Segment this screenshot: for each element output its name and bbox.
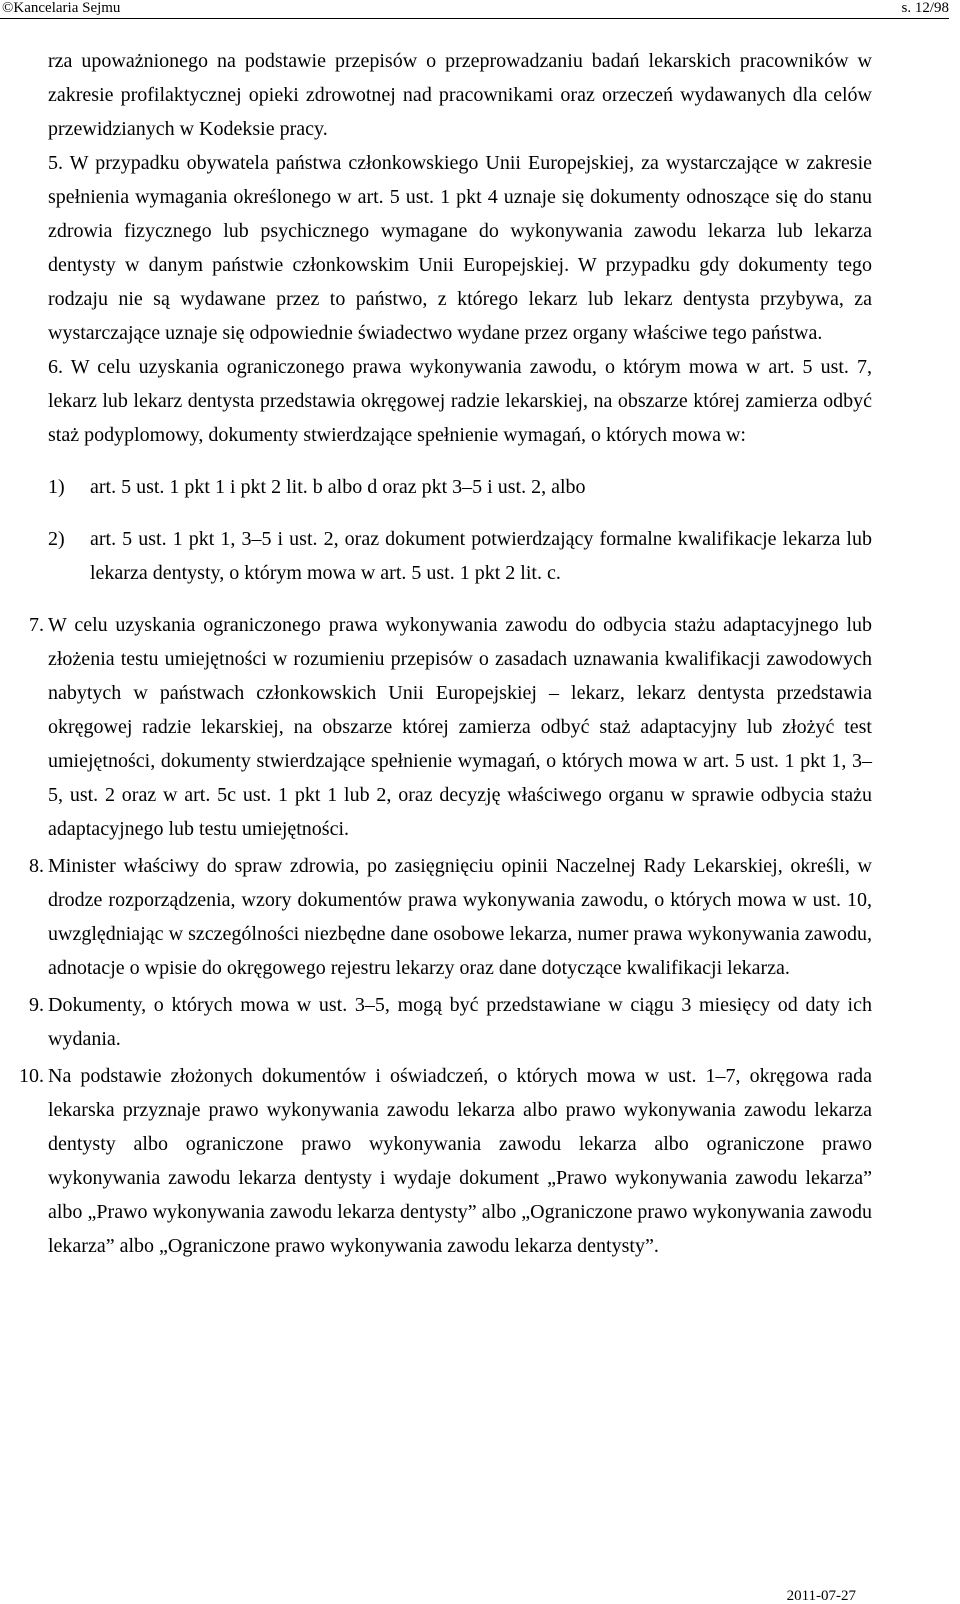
paragraph-6 xyxy=(48,350,872,452)
list-item-text: art. 5 ust. 1 pkt 1, 3–5 i ust. 2, oraz dokument potwierdzający formalne kwalifikacje lekarza lub lekarza dentysty, o którym mowa w art. 5 ust. 1 pkt 2 lit. c. xyxy=(90,528,872,584)
paragraph-number: 10. xyxy=(19,1065,44,1087)
paragraph-text: Minister właściwy do spraw zdrowia, po zasięgnięciu opinii Naczelnej Rady Lekarskiej, określi, w drodze rozporządzenia, wzory dokumentów prawa wykonywania zawodu, o których mowa w ust. 10, uwzględniając w szczególności niezbędne dane osobowe lekarza, numer prawa wykonywania zawodu, adnotacje o wpisie do okręgowego rejestru lekarzy oraz dane dotyczące kwalifikacji lekarza. xyxy=(48,855,872,979)
paragraph-text: W celu uzyskania ograniczonego prawa wykonywania zawodu, o którym mowa w art. 5 ust. 7, lekarz lub lekarz dentysta przedstawia okręgowej radzie lekarskiej, na obszarze której zamierza odbyć staż podyplomowy, dokumenty stwierdzające spełnienie wymagań, o których mowa w: xyxy=(48,356,872,446)
paragraph-number: 7. xyxy=(29,614,44,636)
paragraph-text: Dokumenty, o których mowa w ust. 3–5, mogą być przedstawiane w ciągu 3 miesięcy od daty ich wydania. xyxy=(48,994,872,1050)
page-number: s. 12/98 xyxy=(901,0,949,16)
paragraph-text: W celu uzyskania ograniczonego prawa wykonywania zawodu do odbycia stażu adaptacyjnego lub złożenia testu umiejętności w rozumieniu przepisów o zasadach uznawania kwalifikacji zawodowych nabytych w państwach członkowskich Unii Europejskiej – lekarz, lekarz dentysta przedstawia okręgowej radzie lekarskiej, na obszarze której zamierza odbyć staż adaptacyjny lub złożyć test umiejętności, dokumenty stwierdzające spełnienie wymagań, o których mowa w art. 5 ust. 1 pkt 1, 3–5, ust. 2 oraz w art. 5c ust. 1 pkt 1 lub 2, oraz decyzję właściwego organu w sprawie odbycia stażu adaptacyjnego lub testu umiejętności. xyxy=(48,614,872,840)
paragraph-continuation: rza upoważnionego na podstawie przepisów o przeprowadzaniu badań lekarskich pracowników w zakresie profilaktycznej opieki zdrowotnej nad pracownikami oraz orzeczeń wydawanych dla celów przewidzianych w Kodeksie pracy. xyxy=(48,50,872,140)
paragraph-7 xyxy=(29,608,872,846)
paragraph-text: Na podstawie złożonych dokumentów i oświadczeń, o których mowa w ust. 1–7, okręgowa rada lekarska przyznaje prawo wykonywania zawodu lekarza albo prawo wykonywania zawodu lekarza dentysty albo ograniczone prawo wykonywania zawodu lekarza albo ograniczone prawo wykonywania zawodu lekarza dentysty i wydaje dokument „Prawo wykonywania zawodu lekarza” albo „Prawo wykonywania zawodu lekarza dentysty” albo „Ograniczone prawo wykonywania zawodu lekarza” albo „Ograniczone prawo wykonywania zawodu lekarza dentysty”. xyxy=(48,1065,872,1257)
paragraph-5 xyxy=(48,146,872,350)
paragraph-8 xyxy=(29,849,872,985)
list-item-number: 2) xyxy=(48,528,65,550)
copyright-label: ©Kancelaria Sejmu xyxy=(2,0,121,16)
paragraph-9 xyxy=(29,988,872,1056)
paragraph-number: 9. xyxy=(29,994,44,1016)
footer-date: 2011-07-27 xyxy=(786,1588,856,1604)
paragraph-text: W przypadku obywatela państwa członkowskiego Unii Europejskiej, za wystarczające w zakresie spełnienia wymagania określonego w art. 5 ust. 1 pkt 4 uznaje się dokumenty odnoszące się do stanu zdrowia fizycznego lub psychicznego wymagane do wykonywania zawodu lekarza lub lekarza dentysty w danym państwie członkowskim Unii Europejskiej. W przypadku gdy dokumenty tego rodzaju nie są wydawane przez to państwo, z którego lekarz lub lekarz dentysta przybywa, za wystarczające uznaje się odpowiednie świadectwo wydane przez organy właściwe tego państwa. xyxy=(48,152,873,344)
list-item-6-1 xyxy=(48,470,872,504)
paragraph-number: 8. xyxy=(29,855,44,877)
list-item-number: 1) xyxy=(48,476,65,498)
list-item-6-2 xyxy=(48,522,872,590)
paragraph-10 xyxy=(19,1059,872,1263)
paragraph-number: 5. xyxy=(48,152,63,174)
paragraph-number: 6. xyxy=(48,356,63,378)
document-body xyxy=(19,44,873,1263)
page-header xyxy=(0,0,949,19)
list-item-text: art. 5 ust. 1 pkt 1 i pkt 2 lit. b albo d oraz pkt 3–5 i ust. 2, albo xyxy=(90,476,586,498)
